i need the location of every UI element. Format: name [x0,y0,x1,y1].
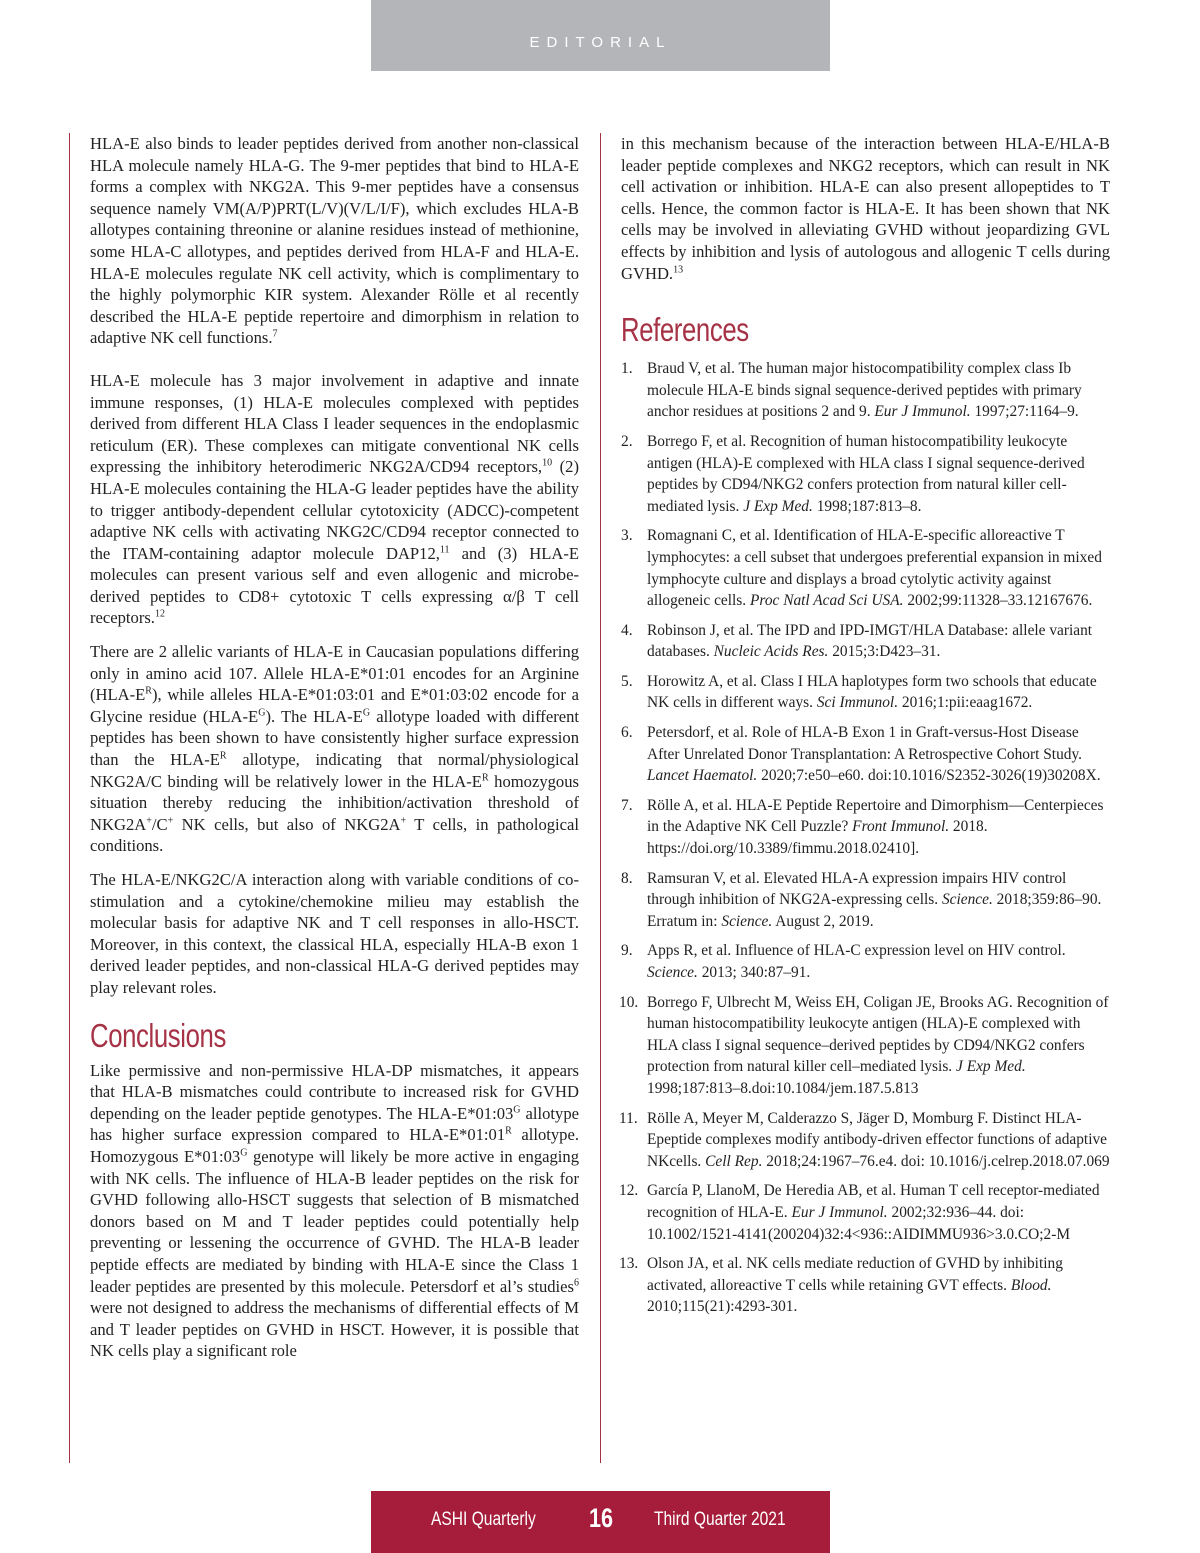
left-column-rule [69,133,70,1463]
reference-item [621,671,1110,714]
reference-number: 7. [621,796,633,814]
reference-item [621,992,1110,1100]
journal-name: Cell Rep. [705,1152,763,1170]
header-band [371,0,830,71]
reference-text: Olson JA, et al. NK cells mediate reduction of GVHD by inhibiting activated, alloreactive T cells while retaining GVT effects. Blood. 2010;115(21):4293-301. [647,1255,1063,1316]
journal-name: J Exp Med. [956,1058,1026,1076]
reference-item [621,1108,1110,1173]
reference-item [621,1253,1110,1318]
issue-label: Third Quarter 2021 [654,1509,786,1530]
journal-name: Nucleic Acids Res. [713,643,829,661]
journal-name: Science. [941,891,993,909]
body-paragraph: HLA-E molecule has 3 major involvement in adaptive and innate immune responses, (1) HLA-E molecules complexed with peptides derived from different HLA Class I leader sequences in the endoplasmic reticulum (ER). These complexes can mitigate conventional NK cells expressing the inhibitory heterodimeric NKG2A/CD94 receptors,$^{10}$ (2) HLA-E molecules containing the HLA-G leader peptides have the ability to trigger antibody-dependent cellular cytotoxicity (ADCC)-competent adaptive NK cells with activating NKG2C/CD94 receptor connected to the ITAM-containing adaptor molecule DAP12,11 and (3) HLA-E molecules can present various self and even allogenic and microbe-derived peptides to CD8+ cytotoxic T cells expressing α/β T cell receptors.$^{12}$ [90,370,579,628]
reference-item [621,358,1110,423]
citation-superscript: R [505,1125,512,1137]
citation-superscript: 12 [154,608,165,620]
citation-superscript: 10 [542,457,553,469]
citation-superscript: R [219,750,227,762]
journal-name: Lancet Haematol. [647,767,758,785]
journal-name: Sci Immunol. [816,694,899,712]
references-heading: References [621,311,749,349]
reference-number: 12. [619,1182,639,1200]
body-paragraph: HLA-E also binds to leader peptides derived from another non-classical HLA molecule namely HLA-G. The 9-mer peptides that bind to HLA-E forms a complex with NKG2A. This 9-mer peptides have a consensus sequence namely VM(A/P)PRT(L/V)(V/L/I/F), which excludes HLA-B allotypes containing threonine or alanine residues instead of methionine, some HLA-C allotypes, and peptides derived from HLA-F and HLA-E. HLA-E molecules regulate NK cell activity, which is complimentary to the highly polymorphic KIR system. Alexander Rölle et al recently described the HLA-E peptide repertoire and dimorphism in relation to adaptive NK cell functions.$^7$ [90,134,579,348]
citation-superscript: 13 [673,264,684,276]
body-paragraph: The HLA-E/NKG2C/A interaction along with variable conditions of co-stimulation and a cytokine/chemokine milieu may establish the molecular basis for adaptive NK and T cell responses in allo-HSCT. Moreover, in this context, the classical HLA, especially HLA-B exon 1 derived leader peptides, and non-classical HLA-G derived peptides may play relevant roles. [90,870,579,997]
citation-superscript: G [362,707,371,719]
citation-superscript: G [258,707,266,719]
journal-name: Eur J Immunol. [874,403,971,421]
reference-item [621,868,1110,933]
reference-number: 5. [621,672,633,690]
right-column [621,133,1110,1326]
reference-text: Apps R, et al. Influence of HLA-C expression level on HIV control. Science. 2013; 340:87–91. [647,942,1066,981]
citation-superscript: + [146,815,152,827]
citation-superscript: R [145,685,152,697]
reference-item [621,1180,1110,1245]
reference-number: 4. [621,621,633,639]
citation-superscript: G [513,1104,521,1116]
reference-text: Borrego F, et al. Recognition of human histocompatibility leukocyte antigen (HLA)-E complexed with HLA class I signal sequence-derived peptides by CD94/NKG2 confers protection from natural killer cell-mediated lysis. J Exp Med. 1998;187:813–8. [647,432,1085,515]
journal-name: Eur J Immunol. [791,1203,888,1221]
reference-text: Romagnani C, et al. Identification of HLA-E-specific alloreactive T lymphocytes: a cell subset that undergoes preferential expansion in mixed lymphocyte culture and displays a broad cytolytic activity against allogeneic cells. Proc Natl Acad Sci USA. 2002;99:11328–33.12167676. [647,527,1102,610]
column-divider [600,133,601,1463]
reference-number: 8. [621,869,633,887]
body-paragraph: There are 2 allelic variants of HLA-E in Caucasian populations differing only in amino acid 107. Allele HLA-E*01:01 encodes for an Arginine $(HLA-E^R)$, while alleles HLA-E*01:03:01 and E*01:03:02 encode for a Glycine residue $(HLA-E^G)$. The HLA-$E^G$ allotype loaded with different peptides has been shown to have consistently higher surface expression than the HLA-$E^R$ allotype, indicating that normal/physiological NKG2A/C binding will be relatively lower in the HLA-$E^R$ homozygous situation thereby reducing the inhibition/activation threshold of NKG2A+/C+ NK cells, but also of NKG2A+ T cells, in pathological conditions. [90,642,579,856]
publication-name: ASHI Quarterly [431,1509,536,1530]
journal-name: J Exp Med. [743,497,813,515]
reference-text: Rölle A, et al. HLA-E Peptide Repertoire and Dimorphism—Centerpieces in the Adaptive NK Cell Puzzle? Front Immunol. 2018. https://doi.org/10.3389/fimmu.2018.02410]. [647,796,1104,858]
reference-text: Rölle A, Meyer M, Calderazzo S, Jäger D, Momburg F. Distinct HLA-Epeptide complexes modify antibody-driven effector functions of adaptive NKcells. Cell Rep. 2018;24:1967–76.e4. doi: 10.1016/j.celrep.2018.07.069 [647,1109,1110,1170]
page-number: 16 [589,1503,614,1533]
reference-text: Petersdorf, et al. Role of HLA-B Exon 1 in Graft-versus-Host Disease After Unrelated Donor Transplantation: A Retrospective Cohort Study. Lancet Haematol. 2020;7:e50–e60. doi:10.1016/S2352-3026(19)30208X. [647,724,1101,785]
reference-text: García P, LlanoM, De Heredia AB, et al. Human T cell receptor-mediated recognition of HLA-E. Eur J Immunol. 2002;32:936–44. doi: 10.1002/1521-4141(200204)32:4<936::AIDIMMU936>3.0.CO;2-M [647,1182,1100,1243]
footer-band [371,1491,830,1553]
conclusions-paragraph: Like permissive and non-permissive HLA-DP mismatches, it appears that HLA-B mismatches could contribute to increased risk for GVHD depending on the leader peptide genotypes. The HLA-$E*01:03^G$ allotype has higher surface expression compared to HLA-$E*01:01^R$ allotype. Homozygous $E*01:03^G$ genotype will likely be more active in engaging with NK cells. The influence of HLA-B leader peptides on the risk for GVHD following allo-HSCT suggests that selection of B mismatched donors based on M and T leader peptides could potentially help preventing or lessening the occurrence of GVHD. The HLA-B leader peptide effects are mediated by binding with HLA-E since the Class 1 leader peptides are presented by this molecule. Petersdorf et al’s studies$^6$ were not designed to address the mechanisms of differential effects of M and T leader peptides on GVHD in HSCT. However, it is possible that NK cells play a significant role [90,1060,580,1361]
section-label: EDITORIAL [529,34,672,51]
citation-superscript: + [400,815,407,827]
conclusions-heading: Conclusions [90,1016,226,1054]
reference-item [621,525,1110,611]
reference-number: 11. [619,1109,638,1127]
journal-name: Science. [721,912,773,930]
reference-text: Horowitz A, et al. Class I HLA haplotypes form two schools that educate NK cells in different ways. Sci Immunol. 2016;1:pii:eaag1672. [647,672,1097,712]
reference-text: Robinson J, et al. The IPD and IPD-IMGT/HLA Database: allele variant databases. Nucleic Acids Res. 2015;3:D423–31. [647,621,1093,661]
citation-superscript: G [240,1147,248,1159]
reference-number: 9. [621,942,633,960]
reference-number: 3. [621,527,633,545]
journal-name: Front Immunol. [852,818,950,836]
citation-superscript: 6 [574,1276,579,1288]
reference-text: Ramsuran V, et al. Elevated HLA-A expression impairs HIV control through inhibition of NKG2A-expressing cells. Science. 2018;359:86–90. Erratum in: Science. August 2, 2019. [647,869,1102,930]
journal-name: Proc Natl Acad Sci USA. [750,592,904,610]
citation-superscript: + [167,815,174,827]
journal-name: Blood. [1010,1276,1052,1294]
reference-number: 1. [621,360,633,378]
reference-item [621,722,1110,787]
reference-text: Braud V, et al. The human major histocompatibility complex class Ib molecule HLA-E binds signal sequence-derived peptides with primary anchor residues at positions 2 and 9. Eur J Immunol. 1997;27:1164–9. [647,360,1082,421]
reference-text: Borrego F, Ulbrecht M, Weiss EH, Coligan JE, Brooks AG. Recognition of human histocompatibility leukocyte antigen (HLA)-E complexed with HLA class I signal sequence–derived peptides by CD94/NKG2 confers protection from natural killer cell–mediated lysis. J Exp Med. 1998;187:813–8.doi:10.1084/jem.187.5.813 [647,993,1109,1097]
journal-name: Science. [647,964,698,981]
reference-item [621,940,1110,983]
citation-superscript: 11 [439,544,450,556]
reference-item [621,620,1110,663]
reference-item [621,431,1110,517]
reference-number: 2. [621,432,633,450]
reference-item [621,795,1110,860]
reference-number: 13. [619,1255,639,1273]
reference-list [621,358,1110,1318]
citation-superscript: 7 [272,328,278,340]
reference-number: 6. [621,724,633,742]
left-column [90,133,579,1362]
citation-superscript: R [481,772,489,784]
continuation-paragraph: in this mechanism because of the interaction between HLA-E/HLA-B leader peptide complexes and NKG2 receptors, which can result in NK cell activation or inhibition. HLA-E can also present allopeptides to T cells. Hence, the common factor is HLA-E. It has been shown that NK cells may be involved in alleviating GVHD without jeopardizing GVL effects by inhibition and lysis of autologous and allogenic T cells during GVHD.$^{13}$ [621,134,1110,283]
reference-number: 10. [619,993,639,1011]
